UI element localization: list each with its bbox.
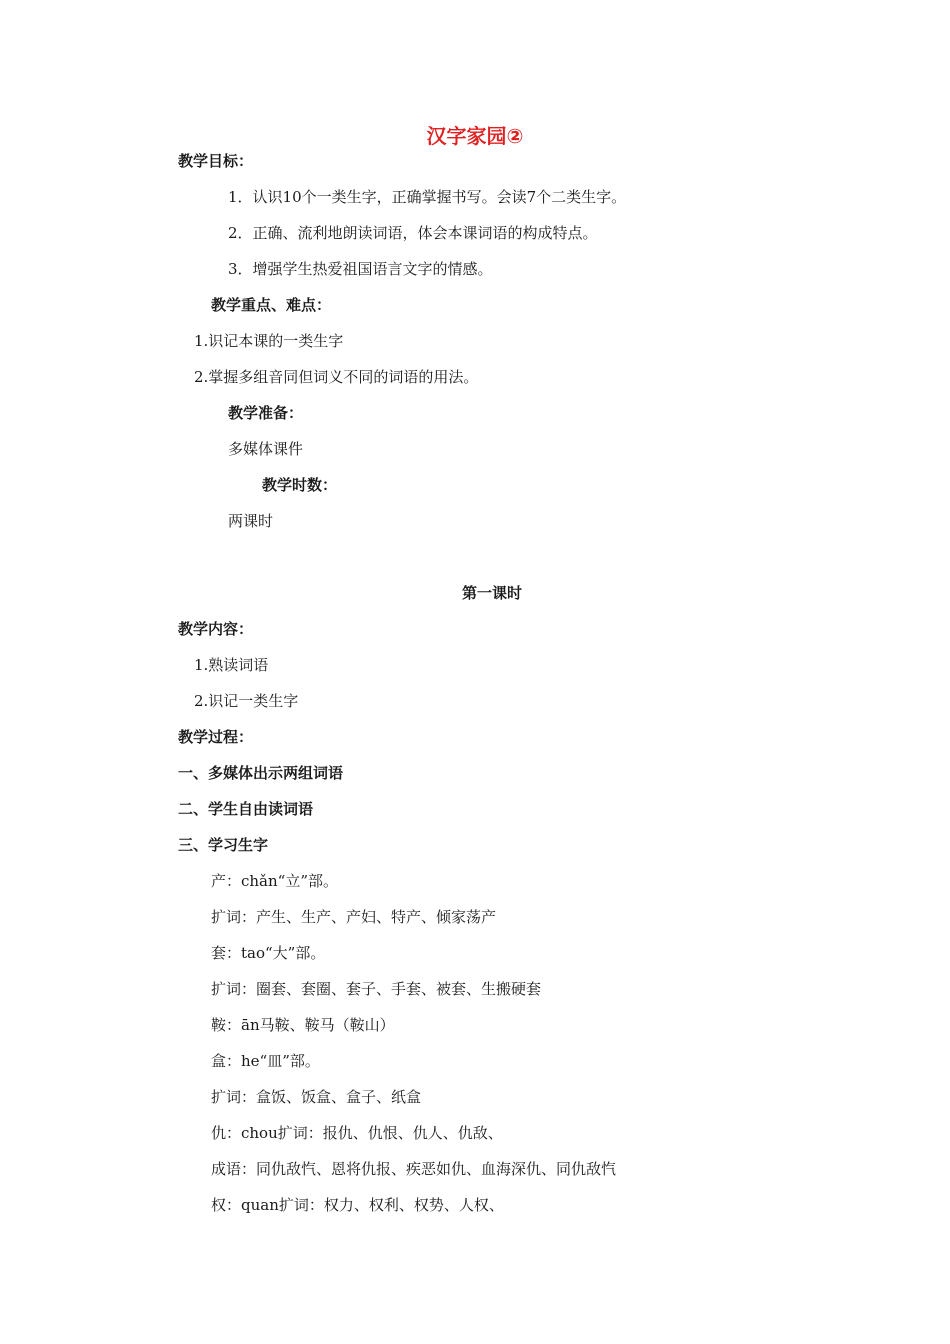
content-item-1: 1.熟读词语 <box>194 656 269 674</box>
lesson1-heading: 第一课时 <box>462 584 523 602</box>
document-title: 汉字家园② <box>426 124 524 148</box>
char-line-9: 成语：同仇敌忾、恩将仇报、疾恶如仇、血海深仇、同仇敌忾 <box>211 1160 617 1178</box>
char-line-5: 鞍：ān马鞍、鞍马（鞍山） <box>211 1016 395 1034</box>
key-points-heading: 教学重点、难点： <box>211 296 332 314</box>
goals-heading: 教学目标： <box>178 152 254 170</box>
goal-item-2: 2．正确、流利地朗读词语，体会本课词语的构成特点。 <box>228 224 598 242</box>
step-3: 三、学习生字 <box>178 836 269 854</box>
char-line-1: 产：chǎn“立”部。 <box>211 872 339 890</box>
process-heading: 教学过程： <box>178 728 254 746</box>
key-point-1: 1.识记本课的一类生字 <box>194 332 344 350</box>
goal-item-3: 3．增强学生热爱祖国语言文字的情感。 <box>228 260 493 278</box>
char-line-8: 仇：chou扩词：报仇、仇恨、仇人、仇敌、 <box>211 1124 503 1142</box>
char-line-6: 盒：he“皿”部。 <box>211 1052 320 1070</box>
time-heading: 教学时数： <box>262 476 338 494</box>
key-point-2: 2.掌握多组音同但词义不同的词语的用法。 <box>194 368 479 386</box>
goal-item-1: 1．认识10个一类生字，正确掌握书写。会读7个二类生字。 <box>228 188 627 206</box>
prep-value: 多媒体课件 <box>228 440 304 458</box>
char-line-4: 扩词：圈套、套圈、套子、手套、被套、生搬硬套 <box>211 980 542 998</box>
prep-heading: 教学准备： <box>228 404 304 422</box>
char-line-3: 套：tao“大”部。 <box>211 944 326 962</box>
time-value: 两课时 <box>228 512 274 530</box>
content-heading: 教学内容： <box>178 620 254 638</box>
char-line-2: 扩词：产生、生产、产妇、特产、倾家荡产 <box>211 908 497 926</box>
content-item-2: 2.识记一类生字 <box>194 692 299 710</box>
step-1: 一、多媒体出示两组词语 <box>178 764 344 782</box>
step-2: 二、学生自由读词语 <box>178 800 314 818</box>
char-line-10: 权：quan扩词：权力、权利、权势、人权、 <box>211 1196 504 1214</box>
char-line-7: 扩词：盒饭、饭盒、盒子、纸盒 <box>211 1088 422 1106</box>
